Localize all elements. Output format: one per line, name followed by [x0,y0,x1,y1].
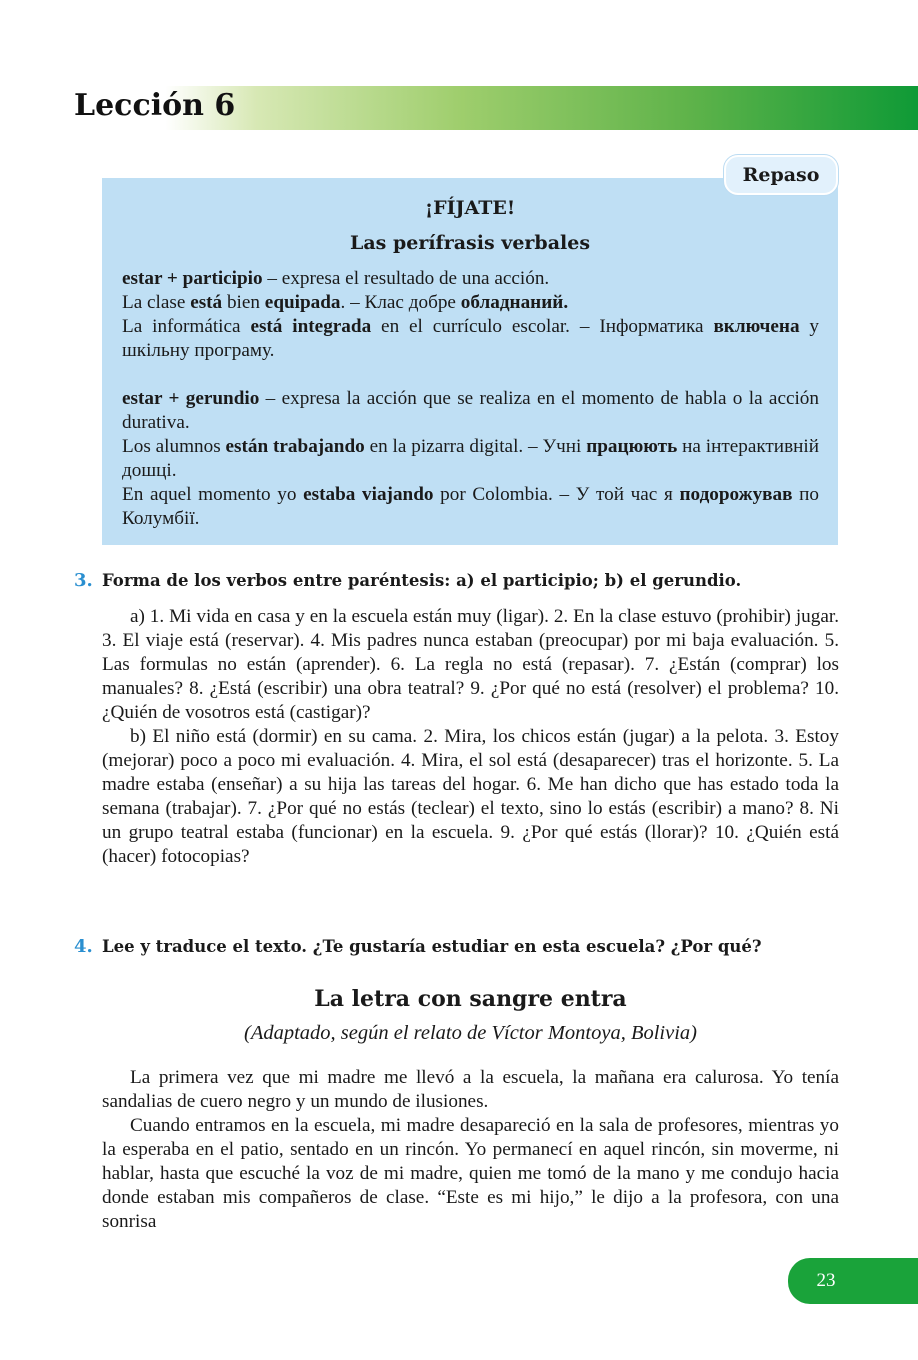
example-gerundio-2: En aquel momento yo estaba viajando por Colombia. – У той час я подорожував по Колумбії. [122,484,820,529]
repaso-tab: Repaso [724,155,838,195]
story-subtitle: (Adaptado, según el relato de Víctor Montoya, Bolivia) [244,1022,697,1044]
example-gerundio-1: Los alumnos están trabajando en la pizarra digital. – Учні працюють на інтерактивній дошці. [122,436,819,481]
grammar-box-subheading: Las perífrasis verbales [349,232,591,254]
page-number: 23 [816,1270,836,1291]
example-participio-1: La clase está bien equipada. – Клас добре обладнаний. [122,292,569,313]
story-paragraph-1: La primera vez que mi madre me llevó a la escuela, la mañana era calurosa. Yo tenía sandalias de cuero negro y un mundo de ilusiones. [102,1067,839,1112]
lesson-title: Lección 6 [74,88,236,123]
exercise-4-number: 4. [74,936,93,957]
exercise-3-part-b: b) El niño está (dormir) en su cama. 2. Mira, los chicos están (jugar) a la pelota. 3. Estoy (mejorar) poco a poco mi evaluación. 4. Mira, el sol está (desaparecer) tras el horizonte. 5. La madre estaba (enseñar) a su hija las tareas del hogar. 6. Me han dicho que has estado toda la semana (trabajar). 7. ¿Por qué no estás (teclear) el texto, sino lo estás (escribir) a mano? 8. Ni un grupo teatral estaba (funcionar) en la escuela. 9. ¿Por qué estás (llorar)? 10. ¿Quién está (hacer) fotocopias? [102,726,839,867]
grammar-box-body [122,267,819,531]
story-text [102,1066,839,1234]
story-title: La letra con sangre entra [314,986,627,1012]
exercise-3-number: 3. [74,570,93,591]
exercise-3-part-a: a) 1. Mi vida en casa y en la escuela están muy (ligar). 2. En la clase estuvo (prohibir) jugar. 3. El viaje está (reservar). 4. Mis padres nunca estaban (preocupar) por mi baja evaluación. 5. Las formulas no están (aprender). 6. La regla no está (repasar). 7. ¿Están (comprar) los manuales? 8. ¿Está (escribir) una obra teatral? 9. ¿Por qué no está (resolver) el problema? 10. ¿Quién de vosotros está (castigar)? [102,606,839,723]
exercise-3-text [102,605,839,869]
grammar-box-heading: ¡FÍJATE! [424,197,516,219]
exercise-4-instruction: 4. Lee y traduce el texto. ¿Te gustaría estudiar en esta escuela? ¿Por qué? [74,936,762,957]
exercise-3-instruction: 3. Forma de los verbos entre paréntesis: a) el participio; b) el gerundio. [74,570,742,591]
example-participio-2: La informática está integrada en el currículo escolar. – Інформатика включена у шкільну програму. [122,316,820,361]
rule-participio: estar + participio – expresa el resultado de una acción. [122,268,550,289]
story-paragraph-2: Cuando entramos en la escuela, mi madre desapareció en la sala de profesores, mientras yo la esperaba en el patio, sentado en un rincón. Yo permanecí en aquel rincón, sin moverme, ni hablar, hasta que escuché la voz de mi madre, quien me tomó de la mano y me condujo hacia donde estaban mis compañeros de clase. “Este es mi hijo,” le dijo a la profesora, con una sonrisa [102,1115,839,1232]
rule-gerundio: estar + gerundio – expresa la acción que se realiza en el momento de habla o la acción durativa. [122,388,819,433]
